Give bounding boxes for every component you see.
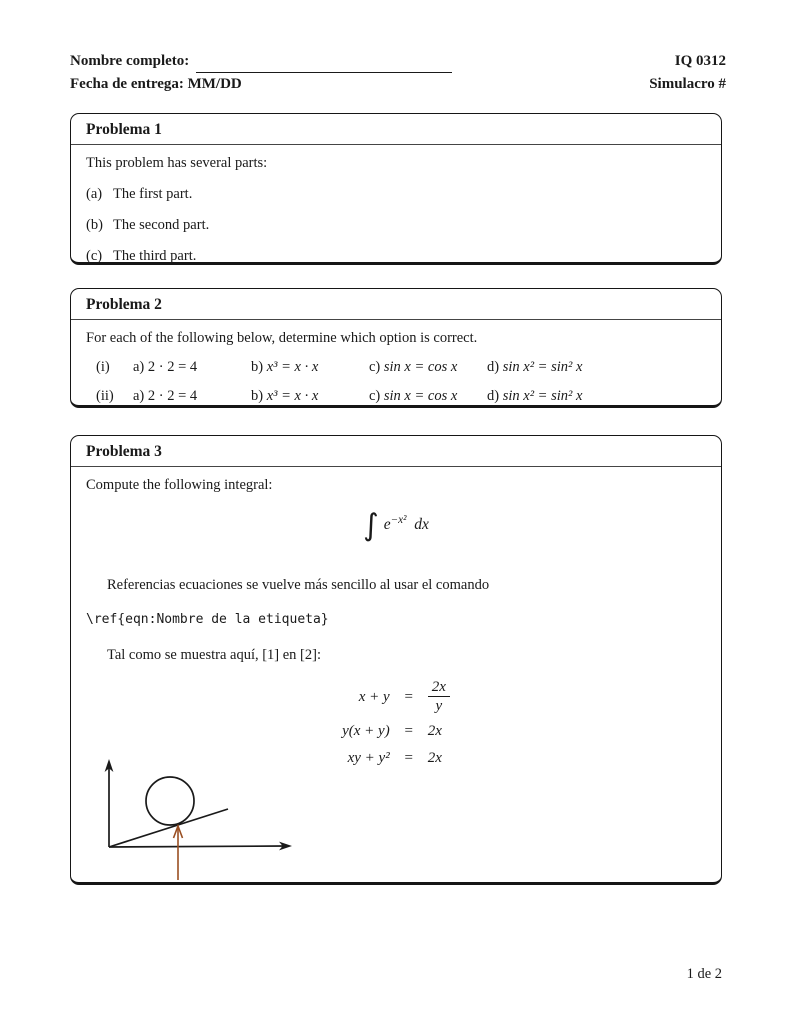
integral-differential: dx <box>414 516 429 534</box>
equation-rhs <box>428 678 450 715</box>
problem-1-intro: This problem has several parts: <box>86 155 268 171</box>
paragraph-example: Tal como se muestra aquí, [1] en [2]: <box>107 647 321 663</box>
option-expression: sin x = cos x <box>383 388 458 404</box>
equation-rhs: 2x <box>427 750 442 766</box>
option-label: d) <box>487 359 500 375</box>
problem-2-body <box>71 320 721 407</box>
list-item <box>86 183 706 205</box>
part-label: (c) <box>86 248 103 264</box>
option-label: b) <box>251 388 264 404</box>
ball-circle <box>146 777 194 825</box>
problem-2-intro: For each of the following below, determine which option is correct. <box>86 330 478 346</box>
header-right <box>649 50 726 96</box>
option-label: a) <box>133 388 145 404</box>
option-a <box>133 356 251 378</box>
row-label: (i) <box>96 359 110 375</box>
integral-base: e <box>383 516 391 534</box>
option-c <box>369 385 487 407</box>
problem-2-title: Problema 2 <box>71 289 721 320</box>
option-c <box>369 356 487 378</box>
option-b <box>251 356 369 378</box>
part-text: The first part. <box>113 186 193 202</box>
course-code: IQ 0312 <box>674 53 726 69</box>
option-d <box>487 385 605 407</box>
paragraph-references: Referencias ecuaciones se vuelve más sencillo al usar el comando <box>107 577 490 593</box>
equals-sign: = <box>404 750 413 766</box>
name-label: Nombre completo: <box>70 53 190 69</box>
option-label: c) <box>369 359 381 375</box>
header-left <box>70 50 510 96</box>
part-label: (b) <box>86 217 103 233</box>
option-label: a) <box>133 359 145 375</box>
problem-box-3 <box>70 435 722 885</box>
problem-1-body <box>71 145 721 267</box>
problem-3-intro: Compute the following integral: <box>86 477 273 493</box>
list-item <box>86 245 706 267</box>
option-b <box>251 385 369 407</box>
figure-canvas <box>92 752 304 884</box>
incline-line <box>109 809 228 847</box>
problem-box-2 <box>70 288 722 408</box>
problem-3-title: Problema 3 <box>71 436 721 467</box>
integral-exponent: −x² <box>390 514 407 526</box>
option-expression: sin x = cos x <box>383 359 458 375</box>
option-label: b) <box>251 359 264 375</box>
option-label: d) <box>487 388 500 404</box>
equals-sign: = <box>404 688 413 705</box>
name-blank-line <box>196 54 452 73</box>
integral-expression <box>86 500 706 544</box>
name-row <box>70 50 510 73</box>
equation-lhs: x + y <box>358 688 390 705</box>
option-label: c) <box>369 388 381 404</box>
option-expression: sin x² = sin² x <box>502 388 583 404</box>
equation-lhs: y(x + y) <box>342 723 390 739</box>
equals-sign: = <box>404 723 413 739</box>
fraction <box>428 678 450 715</box>
option-row-ii <box>86 385 706 407</box>
option-expression: x³ = x · x <box>266 359 319 375</box>
problem-3-body <box>71 467 721 769</box>
option-expression: 2 · 2 = 4 <box>147 359 198 375</box>
option-row-i <box>86 356 706 378</box>
tikz-figure <box>92 752 304 885</box>
option-d <box>487 356 605 378</box>
exam-label: Simulacro # <box>649 76 726 92</box>
part-label: (a) <box>86 186 103 202</box>
part-text: The second part. <box>113 217 210 233</box>
problem-1-title: Problema 1 <box>71 114 721 145</box>
page-number: 1 de 2 <box>686 966 722 982</box>
option-a <box>133 385 251 407</box>
normal-force-arrow <box>174 826 183 880</box>
list-item <box>86 214 706 236</box>
option-expression: x³ = x · x <box>266 388 319 404</box>
problem-box-1 <box>70 113 722 265</box>
equation-rhs: 2x <box>427 723 442 739</box>
date-label: Fecha de entrega: MM/DD <box>70 76 242 92</box>
option-expression: sin x² = sin² x <box>502 359 583 375</box>
latex-ref-command: \ref{eqn:Nombre de la etiqueta} <box>86 612 329 627</box>
option-expression: 2 · 2 = 4 <box>147 388 198 404</box>
equation-block <box>342 678 450 769</box>
part-text: The third part. <box>113 248 197 264</box>
row-label: (ii) <box>96 388 114 404</box>
page-header <box>70 50 726 96</box>
fraction-numerator: 2x <box>431 679 446 695</box>
x-axis <box>109 846 285 847</box>
equation-lhs: xy + y² <box>347 750 390 766</box>
integral-sign: ∫ <box>363 508 379 544</box>
fraction-denominator: y <box>428 696 450 715</box>
